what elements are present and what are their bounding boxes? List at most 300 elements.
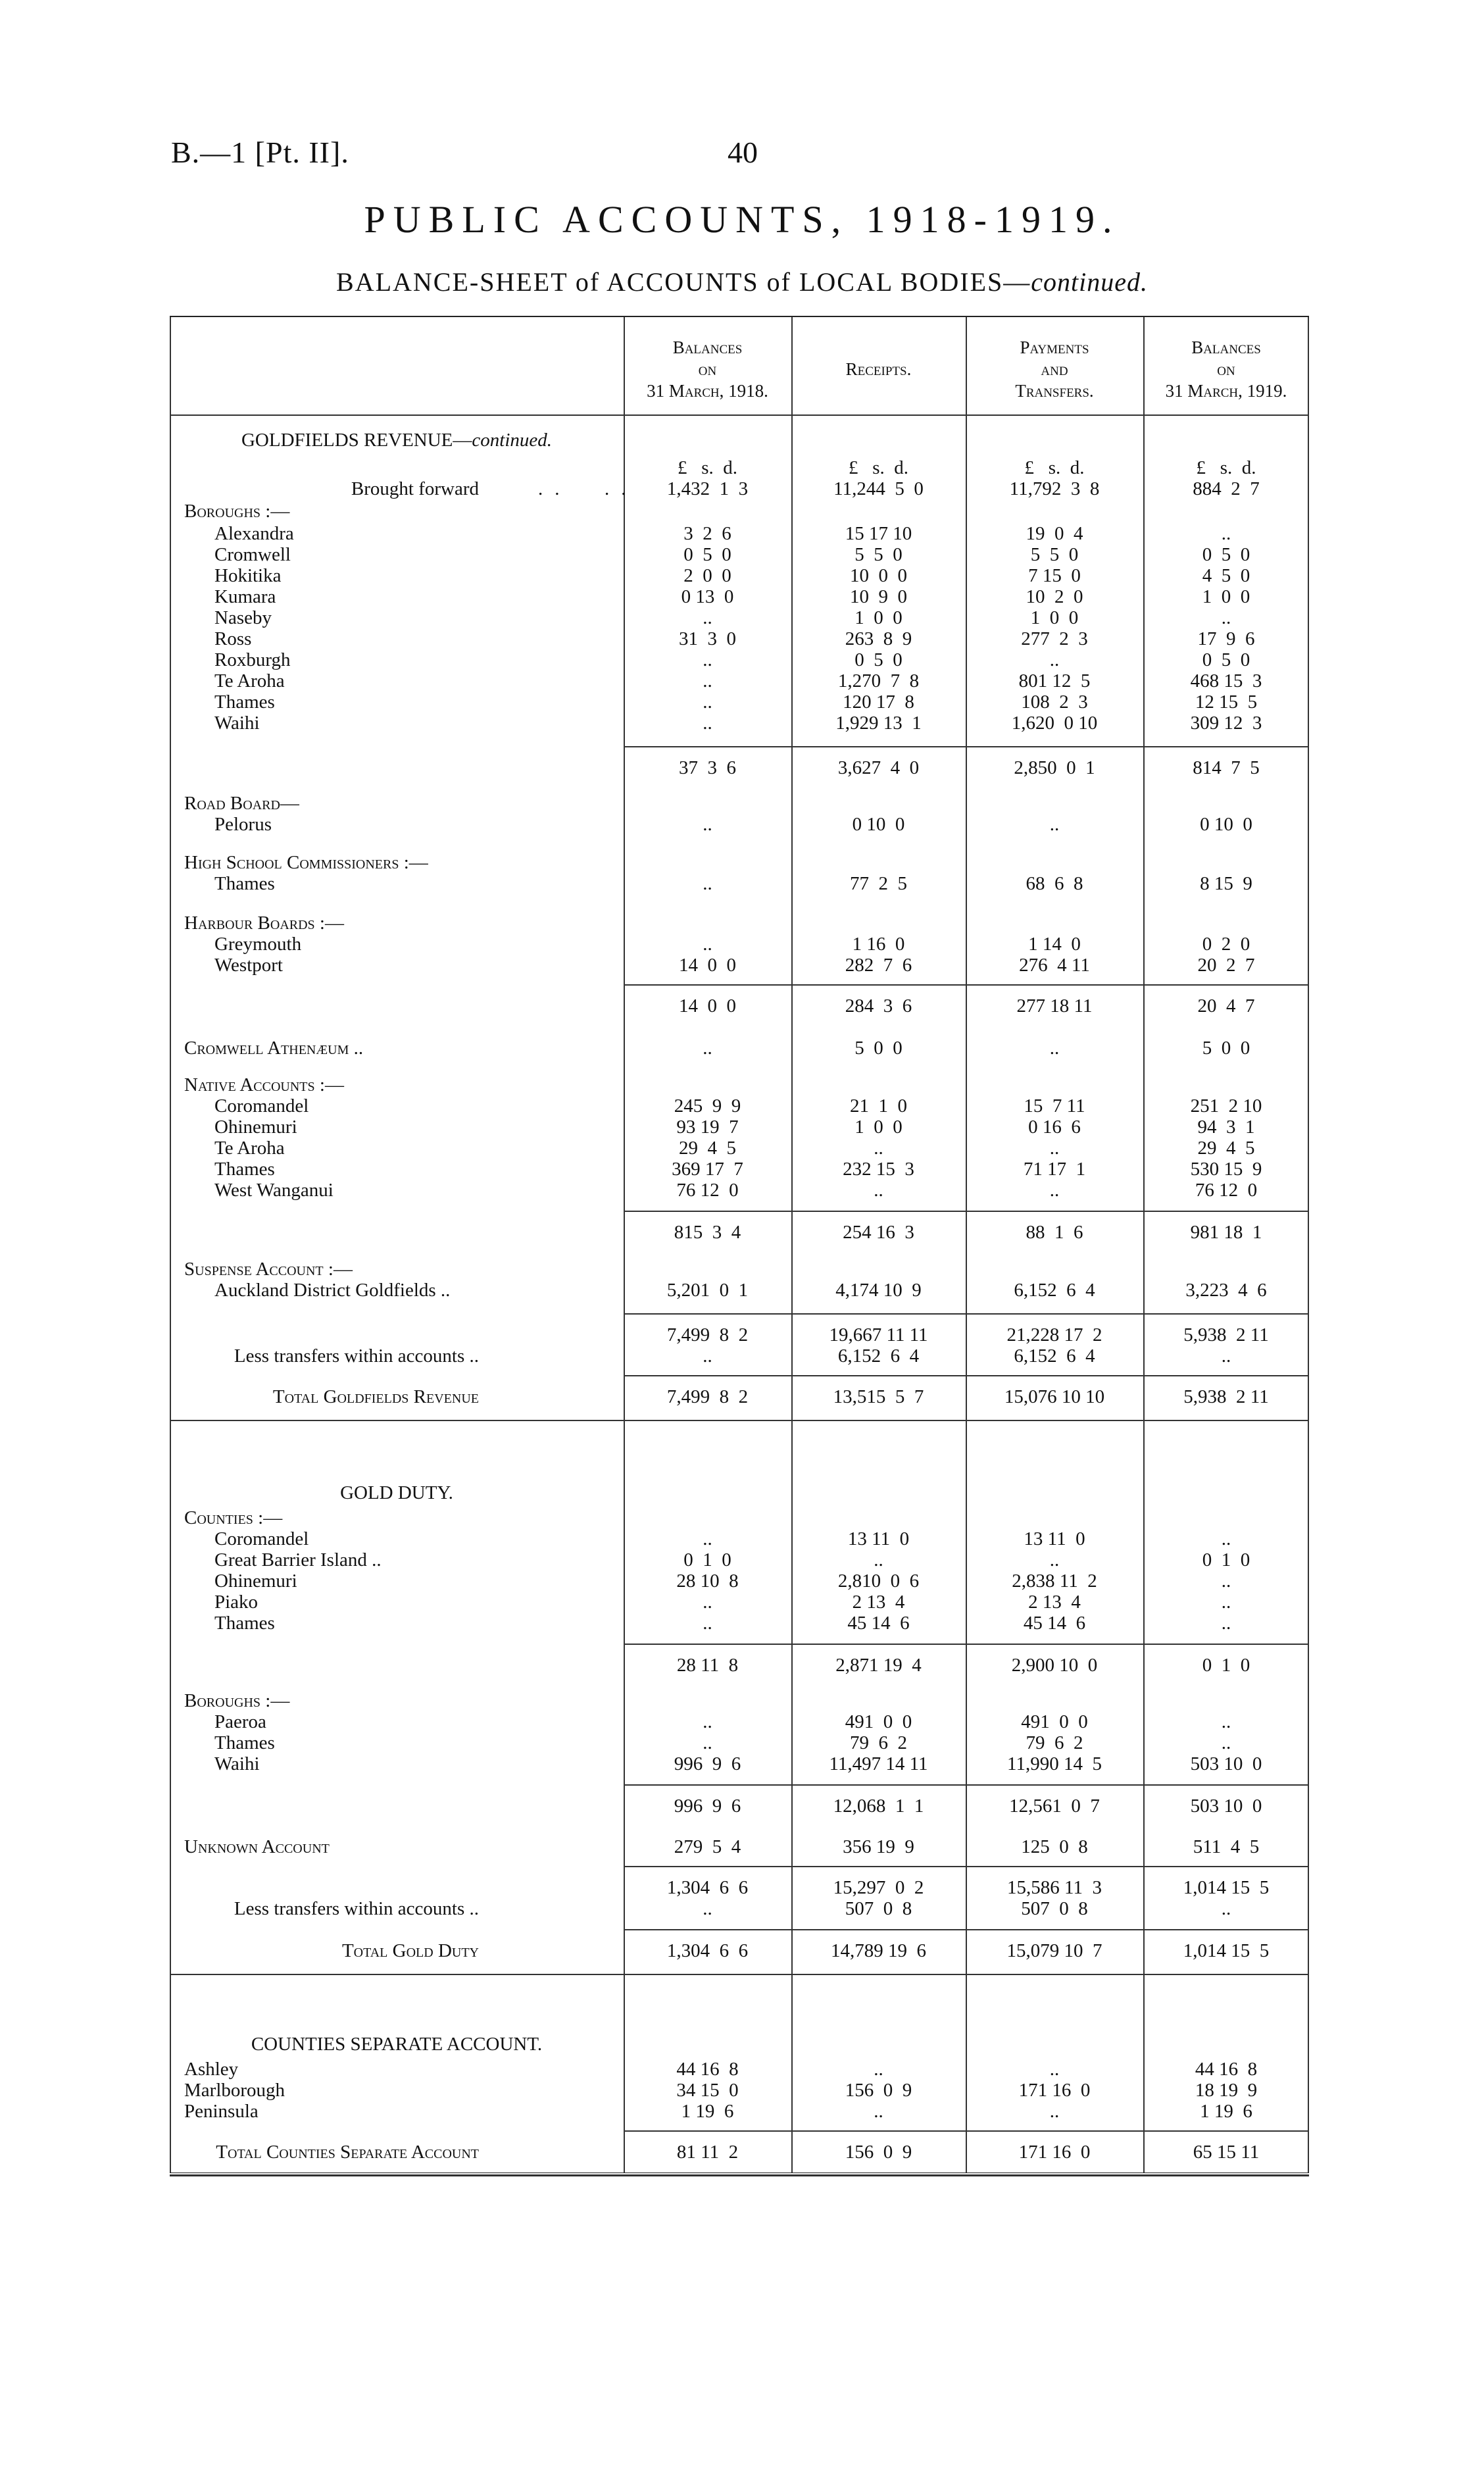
table-row bbox=[170, 872, 1309, 895]
section-label: High School Commissioners :— bbox=[184, 852, 428, 873]
amount-cell: .. bbox=[703, 691, 712, 713]
amount-cell: 44 16 8 bbox=[676, 2059, 739, 2080]
table-row bbox=[170, 712, 1309, 734]
item-label: Great Barrier Island .. bbox=[214, 1549, 382, 1570]
amount-cell: 17 9 6 bbox=[1197, 628, 1255, 649]
amount-cell: 0 5 0 bbox=[1202, 544, 1250, 565]
amount-cell: 15,297 0 2 bbox=[833, 1877, 924, 1898]
item-label: Roxburgh bbox=[214, 649, 291, 670]
amount-cell: 1,304 6 6 bbox=[666, 1877, 749, 1898]
amount-cell: 1,432 1 3 bbox=[666, 478, 749, 499]
header-line: 31 March, 1918. bbox=[647, 381, 768, 401]
amount-cell: 815 3 4 bbox=[674, 1222, 741, 1243]
section-label: Cromwell Athenæum .. bbox=[184, 1038, 364, 1059]
table-row bbox=[170, 1876, 1309, 1899]
amount-cell: 14,789 19 6 bbox=[831, 1940, 926, 1961]
amount-cell: 88 1 6 bbox=[1026, 1222, 1083, 1243]
amount-cell: 2 13 4 bbox=[1028, 1592, 1081, 1613]
amount-cell: 1 0 0 bbox=[854, 607, 903, 628]
table-row bbox=[170, 522, 1309, 545]
amount-cell: .. bbox=[874, 1549, 883, 1570]
amount-cell: 13,515 5 7 bbox=[833, 1386, 924, 1407]
header-line: Transfers. bbox=[1015, 381, 1094, 401]
amount-cell: .. bbox=[1049, 2101, 1060, 2122]
amount-cell: 996 9 6 bbox=[674, 1753, 741, 1774]
sum-rule bbox=[624, 1866, 1309, 1867]
amount-cell: .. bbox=[1049, 814, 1060, 835]
table-row bbox=[170, 457, 1309, 479]
amount-cell: 14 0 0 bbox=[679, 995, 736, 1017]
item-label: Coromandel bbox=[214, 1528, 309, 1549]
amount-cell: 284 3 6 bbox=[845, 995, 912, 1017]
amount-cell: 10 0 0 bbox=[850, 565, 907, 586]
amount-cell: 14 0 0 bbox=[679, 955, 736, 976]
heading-suffix: continued. bbox=[472, 430, 552, 451]
amount-cell: 79 6 2 bbox=[1026, 1732, 1083, 1753]
table-row bbox=[170, 500, 1309, 522]
brought-forward-label: Brought forward bbox=[351, 478, 479, 499]
table-row bbox=[170, 2141, 1309, 2163]
table-row bbox=[170, 1221, 1309, 1244]
amount-cell: 120 17 8 bbox=[843, 691, 914, 713]
item-label: West Wanganui bbox=[214, 1180, 334, 1201]
currency-units: £ s. d. bbox=[1196, 457, 1256, 478]
item-label: Coromandel bbox=[214, 1095, 309, 1117]
amount-cell: 76 12 0 bbox=[1195, 1180, 1258, 1201]
table-row bbox=[170, 2100, 1309, 2123]
amount-cell: 19 0 4 bbox=[1026, 523, 1083, 544]
amount-cell: 7,499 8 2 bbox=[666, 1324, 749, 1345]
amount-cell: 1 14 0 bbox=[1028, 934, 1081, 955]
sum-rule bbox=[624, 1929, 1309, 1930]
amount-cell: 20 4 7 bbox=[1197, 995, 1255, 1017]
amount-cell: 45 14 6 bbox=[847, 1613, 910, 1634]
amount-cell: .. bbox=[1221, 607, 1231, 628]
amount-cell: 507 0 8 bbox=[1021, 1898, 1088, 1919]
amount-cell: 503 10 0 bbox=[1190, 1796, 1262, 1817]
table-row bbox=[170, 851, 1309, 874]
amount-cell: 0 13 0 bbox=[681, 586, 734, 607]
amount-cell: 21 1 0 bbox=[850, 1095, 907, 1117]
header-line: 31 March, 1919. bbox=[1165, 381, 1287, 401]
amount-cell: 5 0 0 bbox=[1202, 1038, 1250, 1059]
amount-cell: 11,244 5 0 bbox=[833, 478, 924, 499]
sum-rule bbox=[624, 1211, 1309, 1212]
amount-cell: 277 18 11 bbox=[1016, 995, 1093, 1017]
amount-cell: 2 13 4 bbox=[852, 1592, 905, 1613]
table-row bbox=[170, 912, 1309, 934]
amount-cell: 2,810 0 6 bbox=[837, 1570, 920, 1592]
header-line: Receipts. bbox=[845, 359, 912, 379]
amount-cell: 884 2 7 bbox=[1193, 478, 1260, 499]
amount-cell: 5 5 0 bbox=[1030, 544, 1079, 565]
section-label: Suspense Account :— bbox=[184, 1259, 353, 1280]
amount-cell: 5,938 2 11 bbox=[1183, 1324, 1269, 1345]
table-row bbox=[170, 1570, 1309, 1592]
amount-cell: 309 12 3 bbox=[1190, 713, 1262, 734]
item-label: Te Aroha bbox=[214, 1138, 285, 1159]
amount-cell: 279 5 4 bbox=[674, 1836, 741, 1857]
amount-cell: 996 9 6 bbox=[674, 1796, 741, 1817]
sum-rule bbox=[624, 1784, 1309, 1786]
table-row bbox=[170, 1795, 1309, 1817]
table-row bbox=[170, 1836, 1309, 1858]
amount-cell: 468 15 3 bbox=[1190, 670, 1262, 691]
sum-rule bbox=[624, 984, 1309, 986]
grand-total-label: Total Gold Duty bbox=[341, 1940, 479, 1961]
amount-cell: 1,304 6 6 bbox=[666, 1940, 749, 1961]
item-label: Alexandra bbox=[214, 523, 294, 544]
amount-cell: 125 0 8 bbox=[1021, 1836, 1088, 1857]
table-row bbox=[170, 1507, 1309, 1529]
amount-cell: 15,076 10 10 bbox=[1004, 1386, 1105, 1407]
amount-cell: .. bbox=[1049, 2059, 1060, 2080]
table-row bbox=[170, 691, 1309, 713]
section-label: Counties :— bbox=[184, 1507, 283, 1528]
amount-cell: .. bbox=[1221, 1613, 1231, 1634]
item-label: Greymouth bbox=[214, 934, 302, 955]
amount-cell: 981 18 1 bbox=[1190, 1222, 1262, 1243]
header-line: Balances bbox=[1191, 338, 1261, 357]
grand-total-label: Total Goldfields Revenue bbox=[272, 1386, 479, 1407]
table-row bbox=[170, 1116, 1309, 1138]
table-row bbox=[170, 649, 1309, 671]
less-transfers-label: Less transfers within accounts .. bbox=[234, 1898, 479, 1919]
amount-cell: 94 3 1 bbox=[1197, 1117, 1255, 1138]
amount-cell: 15 17 10 bbox=[845, 523, 912, 544]
column-header-balances-1919 bbox=[1143, 337, 1309, 402]
table-row bbox=[170, 792, 1309, 815]
amount-cell: 356 19 9 bbox=[843, 1836, 914, 1857]
amount-cell: .. bbox=[703, 1732, 712, 1753]
section-heading: GOLDFIELDS REVENUE—continued. bbox=[241, 430, 552, 451]
amount-cell: .. bbox=[874, 2101, 883, 2122]
amount-cell: 1,014 15 5 bbox=[1183, 1940, 1270, 1961]
item-label: Thames bbox=[214, 1613, 275, 1634]
amount-cell: 10 9 0 bbox=[850, 586, 907, 607]
amount-cell: .. bbox=[1221, 1345, 1231, 1367]
less-transfers-label: Less transfers within accounts .. bbox=[234, 1345, 479, 1367]
document-title: PUBLIC ACCOUNTS, 1918-1919. bbox=[364, 198, 1120, 241]
amount-cell: 13 11 0 bbox=[847, 1528, 910, 1549]
table-row bbox=[170, 1654, 1309, 1676]
amount-cell: 5 0 0 bbox=[854, 1038, 903, 1059]
table-row bbox=[170, 2058, 1309, 2080]
amount-cell: 1 19 6 bbox=[681, 2101, 734, 2122]
amount-cell: 15,586 11 3 bbox=[1007, 1877, 1102, 1898]
section-label: Boroughs :— bbox=[184, 501, 290, 522]
table-row bbox=[170, 1279, 1309, 1301]
amount-cell: 45 14 6 bbox=[1023, 1613, 1086, 1634]
amount-cell: 37 3 6 bbox=[679, 757, 736, 778]
amount-cell: .. bbox=[703, 1613, 712, 1634]
section-label: Harbour Boards :— bbox=[184, 913, 344, 934]
amount-cell: 29 4 5 bbox=[679, 1138, 736, 1159]
amount-cell: 491 0 0 bbox=[1021, 1711, 1088, 1732]
amount-cell: .. bbox=[703, 1038, 712, 1059]
table-row bbox=[170, 543, 1309, 566]
item-label: Thames bbox=[214, 1159, 275, 1180]
amount-cell: .. bbox=[1221, 523, 1231, 544]
subtitle-suffix: continued. bbox=[1031, 267, 1148, 297]
header-rule bbox=[170, 414, 1309, 416]
table-row bbox=[170, 628, 1309, 650]
amount-cell: 20 2 7 bbox=[1197, 955, 1255, 976]
table-row bbox=[170, 1690, 1309, 1712]
item-label: Piako bbox=[214, 1592, 259, 1613]
amount-cell: 2 0 0 bbox=[683, 565, 731, 586]
grand-total-label: Total Counties Separate Account bbox=[216, 2142, 479, 2163]
table-row bbox=[170, 1258, 1309, 1280]
amount-cell: 1 0 0 bbox=[1030, 607, 1079, 628]
table-row bbox=[170, 1753, 1309, 1775]
amount-cell: 0 10 0 bbox=[852, 814, 905, 835]
amount-cell: 814 7 5 bbox=[1193, 757, 1260, 778]
amount-cell: .. bbox=[703, 1528, 712, 1549]
currency-units: £ s. d. bbox=[1024, 457, 1085, 478]
table-row bbox=[170, 1074, 1309, 1096]
sum-rule bbox=[624, 1375, 1309, 1376]
amount-cell: .. bbox=[703, 934, 712, 955]
amount-cell: 0 1 0 bbox=[1202, 1655, 1250, 1676]
table-row bbox=[170, 607, 1309, 629]
amount-cell: 801 12 5 bbox=[1018, 670, 1091, 691]
amount-cell: 28 10 8 bbox=[676, 1570, 739, 1592]
amount-cell: 71 17 1 bbox=[1023, 1159, 1086, 1180]
amount-cell: 44 16 8 bbox=[1195, 2059, 1258, 2080]
amount-cell: 13 11 0 bbox=[1024, 1528, 1085, 1549]
amount-cell: 0 5 0 bbox=[1202, 649, 1250, 670]
amount-cell: 254 16 3 bbox=[843, 1222, 914, 1243]
sum-rule bbox=[624, 1644, 1309, 1645]
amount-cell: .. bbox=[703, 1898, 712, 1919]
sum-rule bbox=[170, 1420, 1309, 1421]
section-label: Road Board— bbox=[184, 793, 299, 814]
amount-cell: .. bbox=[1049, 1549, 1060, 1570]
item-label: Thames bbox=[214, 1732, 275, 1753]
amount-cell: 1 19 6 bbox=[1200, 2101, 1252, 2122]
column-header-balances-1918 bbox=[624, 337, 791, 402]
leader-dots: .. .. bbox=[538, 478, 638, 499]
item-label: Te Aroha bbox=[214, 670, 285, 691]
table-row bbox=[170, 1386, 1309, 1408]
amount-cell: 6,152 6 4 bbox=[1014, 1280, 1095, 1301]
section-label: Boroughs :— bbox=[184, 1690, 290, 1711]
balance-sheet-table bbox=[170, 316, 1309, 2175]
currency-units: £ s. d. bbox=[677, 457, 738, 478]
table-row bbox=[170, 2033, 1309, 2055]
item-label: Paeroa bbox=[214, 1711, 266, 1732]
amount-cell: .. bbox=[703, 1711, 712, 1732]
amount-cell: 31 3 0 bbox=[679, 628, 736, 649]
amount-cell: 19,667 11 11 bbox=[829, 1324, 928, 1345]
table-row bbox=[170, 933, 1309, 955]
amount-cell: .. bbox=[703, 873, 712, 894]
item-label: Cromwell bbox=[214, 544, 291, 565]
amount-cell: .. bbox=[874, 2059, 883, 2080]
section-label: Native Accounts :— bbox=[184, 1074, 344, 1095]
amount-cell: 34 15 0 bbox=[676, 2080, 739, 2101]
amount-cell: .. bbox=[703, 713, 712, 734]
amount-cell: .. bbox=[703, 607, 712, 628]
table-row bbox=[170, 954, 1309, 976]
amount-cell: .. bbox=[874, 1138, 883, 1159]
item-label: Ross bbox=[214, 628, 252, 649]
item-label: Ohinemuri bbox=[214, 1570, 297, 1592]
table-row bbox=[170, 2079, 1309, 2101]
amount-cell: 0 5 0 bbox=[683, 544, 731, 565]
amount-cell: .. bbox=[1221, 1711, 1231, 1732]
header-line: on bbox=[1217, 359, 1235, 379]
amount-cell: 2,838 11 2 bbox=[1012, 1570, 1097, 1592]
amount-cell: 81 11 2 bbox=[676, 2142, 739, 2163]
section-label: Unknown Account bbox=[184, 1836, 330, 1857]
table-row bbox=[170, 1897, 1309, 1920]
amount-cell: 0 5 0 bbox=[854, 649, 903, 670]
table-row bbox=[170, 429, 1309, 451]
section-heading: COUNTIES SEPARATE ACCOUNT. bbox=[251, 2034, 543, 2055]
amount-cell: .. bbox=[1221, 1528, 1231, 1549]
amount-cell: 5,201 0 1 bbox=[666, 1280, 749, 1301]
item-label: Pelorus bbox=[214, 814, 272, 835]
amount-cell: 65 15 11 bbox=[1193, 2142, 1260, 2163]
page-reference: B.—1 [Pt. II]. bbox=[171, 136, 349, 169]
amount-cell: .. bbox=[703, 670, 712, 691]
table-row bbox=[170, 1711, 1309, 1733]
item-label: Westport bbox=[214, 955, 283, 976]
table-row bbox=[170, 565, 1309, 587]
table-row bbox=[170, 813, 1309, 836]
table-row bbox=[170, 1345, 1309, 1367]
amount-cell: 77 2 5 bbox=[850, 873, 907, 894]
table-row bbox=[170, 1482, 1309, 1504]
amount-cell: 276 4 11 bbox=[1019, 955, 1090, 976]
amount-cell: .. bbox=[874, 1180, 883, 1201]
amount-cell: 29 4 5 bbox=[1197, 1138, 1255, 1159]
header-line: and bbox=[1041, 359, 1068, 379]
amount-cell: 0 10 0 bbox=[1200, 814, 1252, 835]
amount-cell: 93 19 7 bbox=[676, 1117, 739, 1138]
table-row bbox=[170, 1037, 1309, 1059]
page-number: 40 bbox=[728, 136, 758, 169]
table-row bbox=[170, 1179, 1309, 1201]
item-label: Waihi bbox=[214, 1753, 260, 1774]
amount-cell: 3 2 6 bbox=[683, 523, 731, 544]
amount-cell: 507 0 8 bbox=[845, 1898, 912, 1919]
amount-cell: 245 9 9 bbox=[674, 1095, 741, 1117]
amount-cell: 21,228 17 2 bbox=[1006, 1324, 1102, 1345]
amount-cell: 6,152 6 4 bbox=[837, 1345, 920, 1367]
table-row bbox=[170, 586, 1309, 608]
header-line: Payments bbox=[1020, 338, 1089, 357]
amount-cell: 11,497 14 11 bbox=[829, 1753, 928, 1774]
amount-cell: 1 0 0 bbox=[1202, 586, 1250, 607]
amount-cell: .. bbox=[703, 649, 712, 670]
amount-cell: 6,152 6 4 bbox=[1014, 1345, 1095, 1367]
header-line: Balances bbox=[672, 338, 743, 357]
table-row bbox=[170, 995, 1309, 1017]
table-row bbox=[170, 1612, 1309, 1634]
amount-cell: .. bbox=[1221, 1898, 1231, 1919]
amount-cell: 2,850 0 1 bbox=[1014, 757, 1095, 778]
table-row bbox=[170, 1095, 1309, 1117]
amount-cell: 7,499 8 2 bbox=[666, 1386, 749, 1407]
item-label: Kumara bbox=[214, 586, 276, 607]
amount-cell: 1 16 0 bbox=[852, 934, 905, 955]
amount-cell: 4,174 10 9 bbox=[835, 1280, 922, 1301]
table-row bbox=[170, 1940, 1309, 1962]
table-row bbox=[170, 757, 1309, 779]
sum-rule bbox=[170, 2175, 1309, 2176]
amount-cell: .. bbox=[1221, 1570, 1231, 1592]
amount-cell: 3,223 4 6 bbox=[1185, 1280, 1267, 1301]
amount-cell: 1,620 0 10 bbox=[1011, 713, 1098, 734]
amount-cell: 2,871 19 4 bbox=[835, 1655, 922, 1676]
table-row bbox=[170, 670, 1309, 692]
amount-cell: 76 12 0 bbox=[676, 1180, 739, 1201]
amount-cell: 18 19 9 bbox=[1195, 2080, 1258, 2101]
amount-cell: 1,929 13 1 bbox=[835, 713, 922, 734]
amount-cell: 171 16 0 bbox=[1018, 2142, 1091, 2163]
amount-cell: 12,561 0 7 bbox=[1009, 1796, 1100, 1817]
amount-cell: 2,900 10 0 bbox=[1011, 1655, 1098, 1676]
item-label: Ashley bbox=[184, 2059, 239, 2080]
amount-cell: 12,068 1 1 bbox=[833, 1796, 924, 1817]
item-label: Auckland District Goldfields .. bbox=[214, 1280, 451, 1301]
amount-cell: .. bbox=[703, 1345, 712, 1367]
amount-cell: 263 8 9 bbox=[845, 628, 912, 649]
amount-cell: 12 15 5 bbox=[1195, 691, 1258, 713]
amount-cell: 277 2 3 bbox=[1021, 628, 1088, 649]
item-label: Thames bbox=[214, 691, 275, 713]
amount-cell: 530 15 9 bbox=[1190, 1159, 1262, 1180]
amount-cell: .. bbox=[1049, 1180, 1060, 1201]
amount-cell: 1 0 0 bbox=[854, 1117, 903, 1138]
amount-cell: 1,014 15 5 bbox=[1183, 1877, 1270, 1898]
amount-cell: 5 5 0 bbox=[854, 544, 903, 565]
section-heading: GOLD DUTY. bbox=[340, 1482, 453, 1503]
sum-rule bbox=[624, 746, 1309, 747]
amount-cell: 7 15 0 bbox=[1028, 565, 1081, 586]
amount-cell: .. bbox=[1049, 649, 1060, 670]
amount-cell: .. bbox=[1221, 1732, 1231, 1753]
amount-cell: 28 11 8 bbox=[676, 1655, 739, 1676]
column-header-payments bbox=[966, 337, 1143, 402]
table-row bbox=[170, 1158, 1309, 1180]
sum-rule bbox=[624, 2130, 1309, 2132]
amount-cell: .. bbox=[703, 1592, 712, 1613]
table-row bbox=[170, 1324, 1309, 1346]
table-row bbox=[170, 1528, 1309, 1550]
amount-cell: .. bbox=[1221, 1592, 1231, 1613]
table-row bbox=[170, 1732, 1309, 1754]
currency-units: £ s. d. bbox=[848, 457, 909, 478]
amount-cell: 0 16 6 bbox=[1028, 1117, 1081, 1138]
item-label: Naseby bbox=[214, 607, 272, 628]
amount-cell: .. bbox=[1049, 1038, 1060, 1059]
amount-cell: 5,938 2 11 bbox=[1183, 1386, 1269, 1407]
amount-cell: 0 1 0 bbox=[683, 1549, 731, 1570]
amount-cell: 108 2 3 bbox=[1021, 691, 1088, 713]
table-row bbox=[170, 1591, 1309, 1613]
amount-cell: 11,990 14 5 bbox=[1007, 1753, 1102, 1774]
table-row bbox=[170, 1137, 1309, 1159]
amount-cell: 511 4 5 bbox=[1193, 1836, 1260, 1857]
amount-cell: 68 6 8 bbox=[1026, 873, 1083, 894]
item-label: Marlborough bbox=[184, 2080, 285, 2101]
amount-cell: 503 10 0 bbox=[1190, 1753, 1262, 1774]
amount-cell: 282 7 6 bbox=[845, 955, 912, 976]
